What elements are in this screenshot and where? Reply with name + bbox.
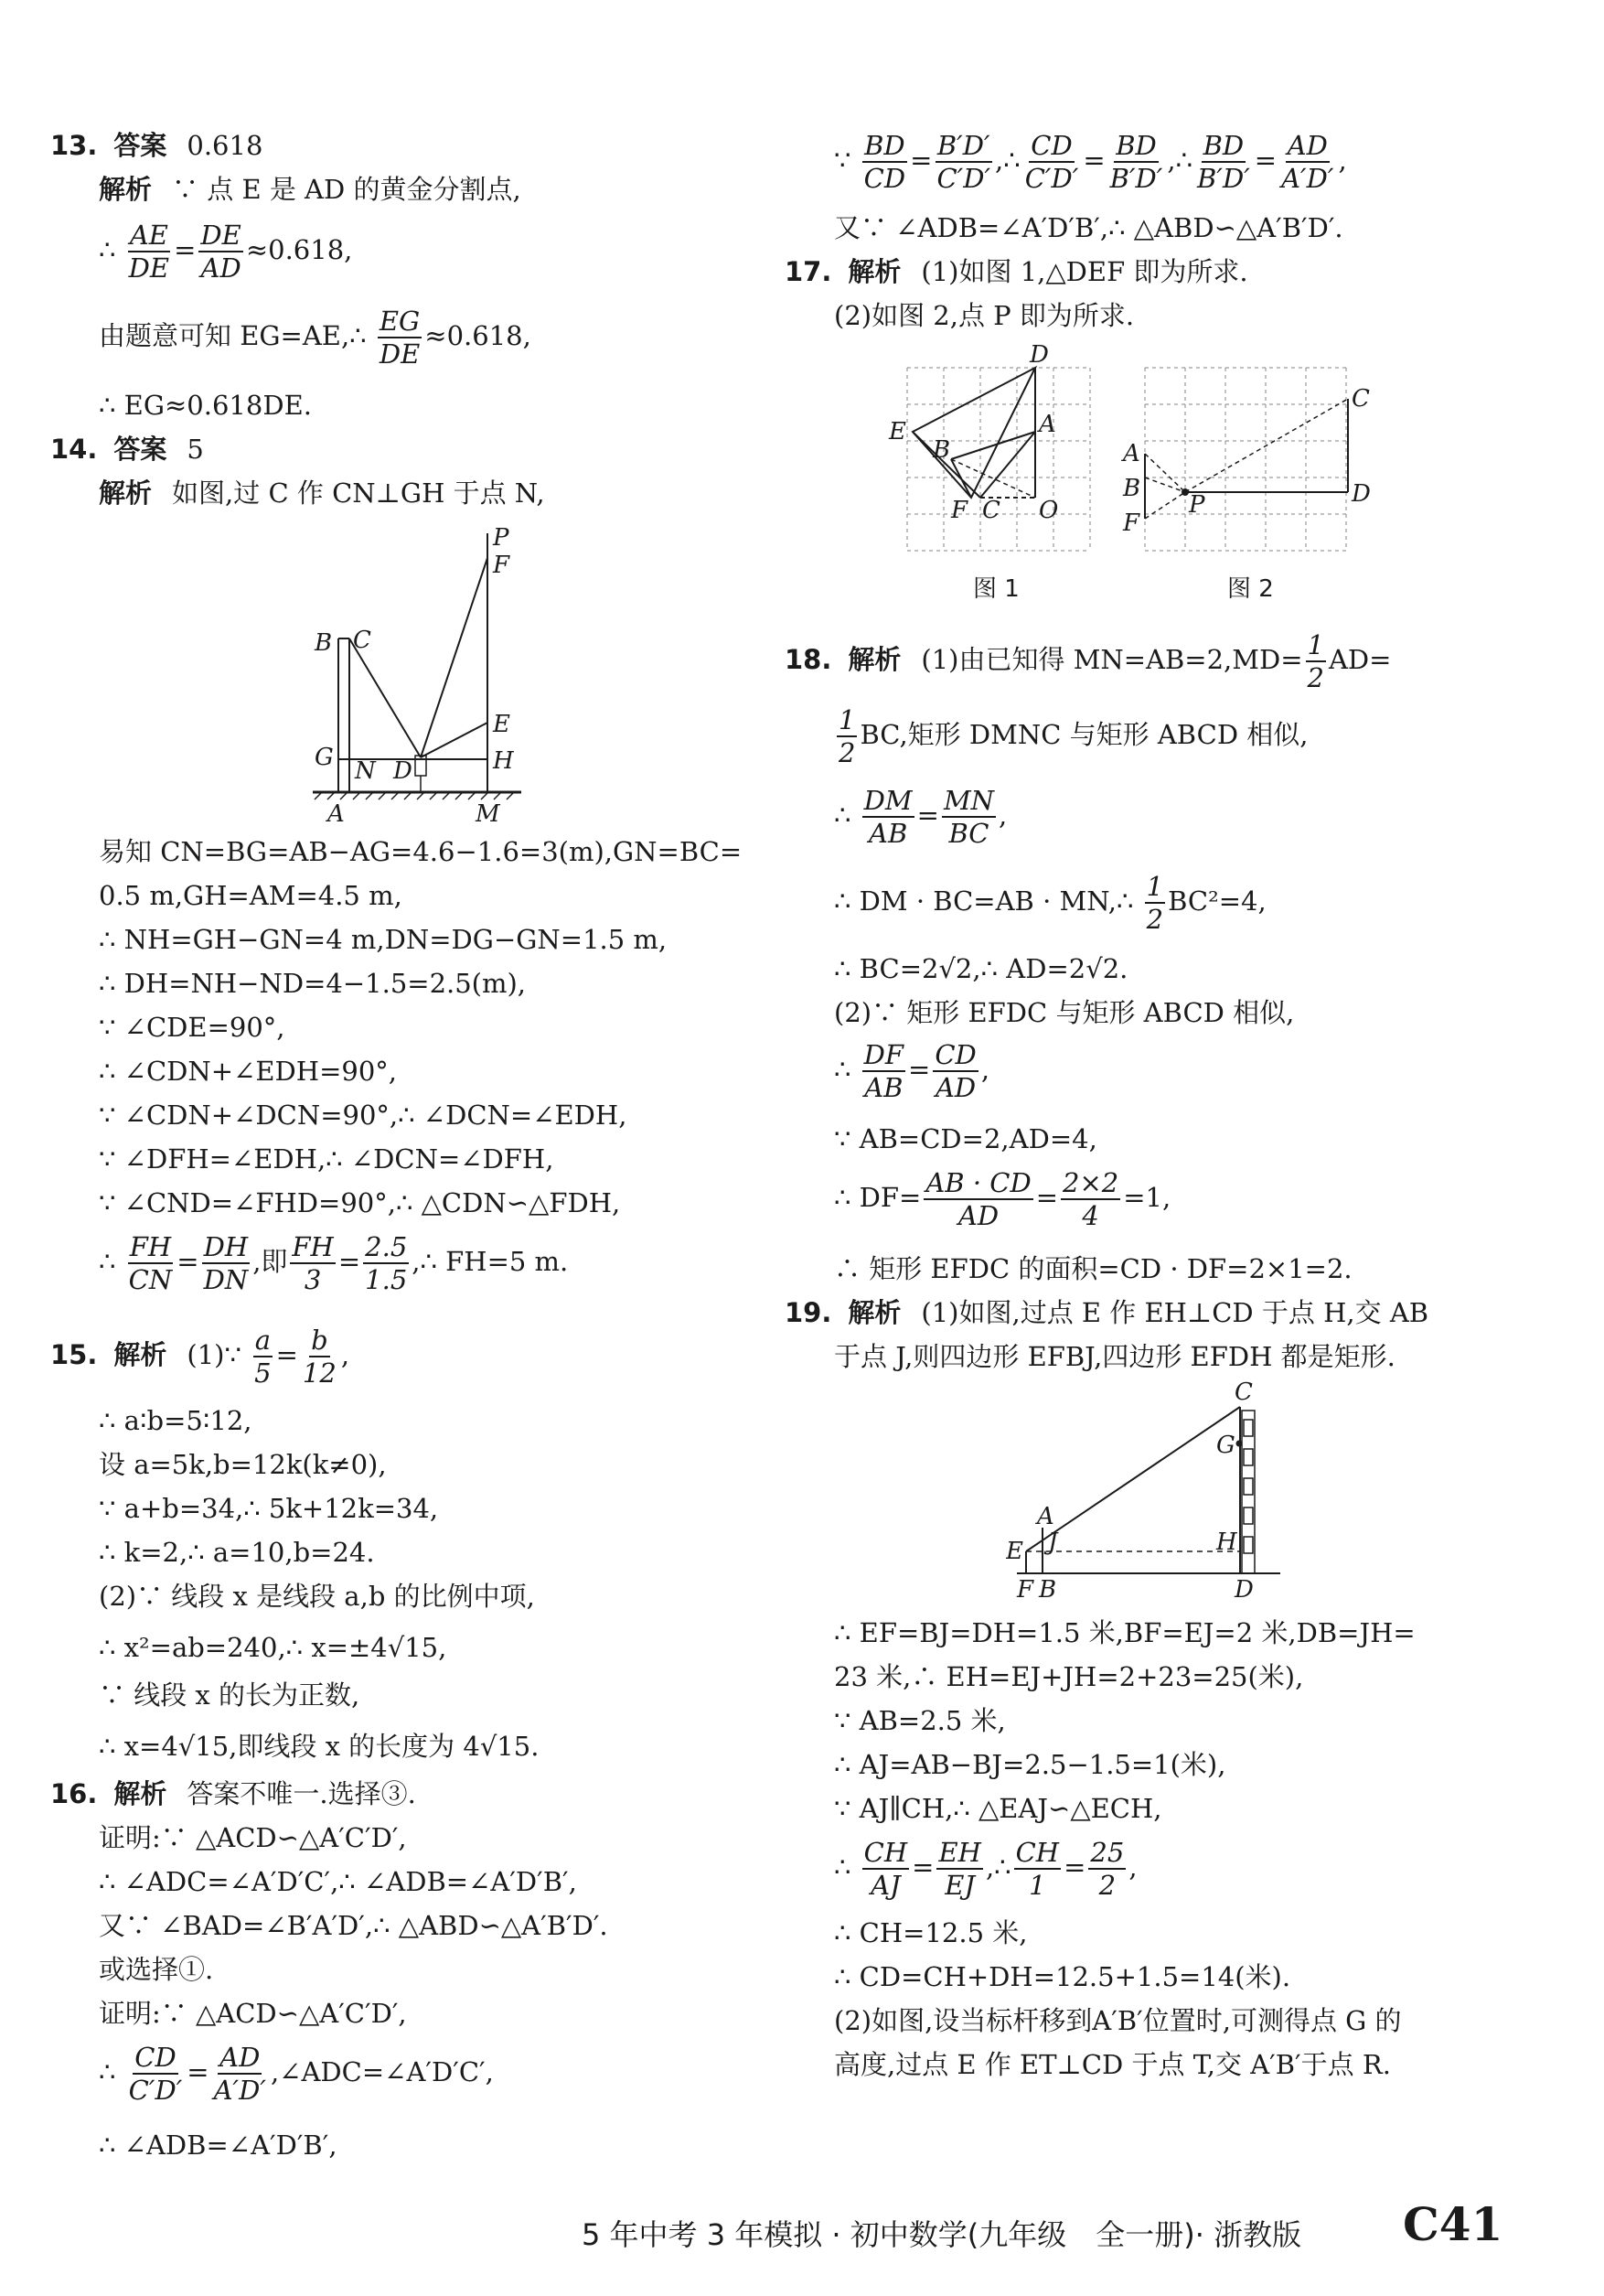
q17-figure-1 [878,340,1097,615]
q16-l9-mid2: ,∴ [1167,145,1193,176]
q18-l4-pre: ∴ DM · BC=AB · MN,∴ [834,885,1134,917]
q13-f2-num: DE [200,220,241,251]
q13-f1-num: AE [129,220,168,251]
q18-line-9: ∴ DF= $\frac{AB \cdot CD}{AD}$ = $\frac{2\times 2}{4}$ =1, [834,1167,1171,1231]
q17-text-1: (1)如图 1,△DEF 即为所求. [921,256,1248,287]
q17-line-2: (2)如图 2,点 P 即为所求. [834,300,1135,331]
q15-fraction-2 [301,1325,338,1389]
q15-line-3: 设 a=5k,b=12k(k≠0), [99,1449,387,1480]
q17-number: 17. [785,256,832,287]
q16-l7-pre: ∴ [99,2056,116,2087]
q19-label-h: H [1216,1529,1237,1556]
q14-answer-tag: 答案 [113,434,167,465]
q18-line-1 [785,629,1391,693]
q18-fraction-5 [933,1039,978,1103]
q18-fraction-2 [942,785,996,849]
q16-line-4: 又∵ ∠BAD=∠B′A′D′,∴ △ABD∽△A′B′D′. [99,1910,608,1941]
q14-f2-num: DH [203,1231,249,1262]
q14-label-m: M [476,800,500,826]
q13-l2-post: ≈0.618, [245,234,353,265]
q15-l1-pre: (1)∵ [187,1339,241,1370]
q19-building-windows [1244,1420,1253,1553]
q19-f3-num: CH [1015,1837,1060,1868]
q19-l8-pre: ∴ [834,1851,851,1883]
q16-fraction-7 [1195,130,1252,194]
q14-label-f: F [493,552,510,579]
q13-eq: = [174,234,197,265]
q17-fig1-label-c: C [982,497,1000,524]
q16-number: 16. [50,1778,98,1809]
q18-l2-num: 1 [839,704,856,735]
q16-f5-den: C′D′ [1024,163,1079,194]
q13-l3-pre: 由题意可知 EG=AE,∴ [99,320,367,351]
q18-l2-post: BC,矩形 DMNC 与矩形 ABCD 相似, [860,719,1309,750]
q17-fig2-label-c: C [1352,385,1370,413]
q14-label-c: C [353,627,371,654]
q16-l9-pre: ∵ [834,145,851,176]
q16-analysis-tag: 解析 [113,1778,167,1809]
q15-line-4: ∵ a+b=34,∴ 5k+12k=34, [99,1493,439,1524]
q14-line-8: ∵ ∠CDN+∠DCN=90°,∴ ∠DCN=∠EDH, [99,1100,627,1131]
q17-fig2-fp [1145,492,1185,519]
q14-l11-post: ,∴ FH=5 m. [412,1246,569,1277]
q18-fraction-6 [924,1167,1032,1231]
q13-fraction-3 [378,306,422,370]
q18-line-2 [834,704,1309,768]
q18-fraction-7 [1061,1167,1120,1231]
q19-f1-den: AJ [871,1870,901,1901]
q14-line-10: ∵ ∠CND=∠FHD=90°,∴ △CDN∽△FDH, [99,1187,621,1218]
q18-line-5: ∴ BC=2√2,∴ AD=2√2. [834,953,1128,984]
q17-fig2-label-b: B [1123,475,1141,502]
q17-fig2-pc [1185,399,1348,492]
q14-number: 14. [50,434,98,465]
q19-line-12: 高度,过点 E 作 ET⊥CD 于点 T,交 A′B′于点 R. [834,2049,1391,2080]
q16-f1-den: C′D′ [128,2075,183,2106]
q18-l4-post: BC²=4, [1168,885,1267,917]
q19-f2-num: EH [938,1837,981,1868]
q19-f4-den: 2 [1098,1870,1117,1901]
q14-line-2: 易知 CN=BG=AB−AG=4.6−1.6=3(m),GN=BC= [99,836,743,867]
q17-fig2-label-f: F [1123,510,1140,537]
q16-l7-post: ,∠ADC=∠A′D′C′, [270,2056,494,2087]
q19-point-g [1236,1441,1243,1447]
q18-f1-den: AB [869,818,908,849]
q19-line-10: ∴ CD=CH+DH=12.5+1.5=14(米). [834,1961,1291,1992]
q14-l11-pre: ∴ [99,1246,116,1277]
q14-f1-den: CN [128,1264,173,1295]
q18-f4-den: AB [864,1072,904,1103]
q18-f2-den: BC [948,818,989,849]
q14-label-b: B [315,629,333,657]
q16-line-10: 又∵ ∠ADB=∠A′D′B′,∴ △ABD∽△A′B′D′. [834,212,1343,243]
q17-line-1 [785,254,1248,289]
q19-label-d: D [1235,1576,1254,1604]
q17-figure-2 [1117,340,1374,615]
q14-figure [302,520,540,826]
q18-fraction-0 [1306,629,1326,693]
q19-label-e: E [1006,1538,1023,1565]
q13-line-3 [99,306,531,370]
q17-fig2-dashed [1145,399,1348,519]
q13-answer-line [50,128,262,163]
q17-fig1-label-d: D [1030,341,1049,369]
q14-label-d: D [393,757,412,785]
q14-f3-num: FH [292,1231,334,1262]
q16-line-1 [50,1776,416,1811]
q14-label-h: H [493,747,514,775]
page-number: C41 [1403,2197,1503,2251]
q14-line-5: ∴ DH=NH−ND=4−1.5=2.5(m), [99,968,527,999]
q16-fraction-8 [1279,130,1335,194]
q19-fraction-4 [1088,1837,1126,1901]
q16-f2-num: AD [219,2042,261,2073]
q15-line-1: 15. 解析 (1)∵ $\frac{a}{5}$ = $\frac{b}{12}$ , [50,1325,350,1389]
q18-fraction-3 [1145,871,1165,935]
q18-l3-pre: ∴ [834,799,851,831]
q13-answer: 0.618 [187,130,263,161]
q19-line-9: ∴ CH=12.5 米, [834,1917,1028,1948]
q16-line-2: 证明:∵ △ACD∽△A′C′D′, [99,1822,407,1853]
q14-f1-num: FH [129,1231,172,1262]
q19-analysis-tag: 解析 [848,1297,902,1328]
q13-line-4: ∴ EG≈0.618DE. [99,390,312,421]
q13-l2-pre: ∴ [99,234,116,265]
q13-f1-den: DE [128,252,170,284]
q19-text-1: (1)如图,过点 E 作 EH⊥CD 于点 H,交 AB [921,1297,1429,1328]
q14-line-6: ∵ ∠CDE=90°, [99,1012,285,1043]
q19-ec [1026,1407,1240,1551]
q14-line-cd [349,638,421,757]
q18-line-8: ∵ AB=CD=2,AD=4, [834,1123,1097,1154]
q18-number: 18. [785,644,832,675]
q14-line-4: ∴ NH=GH−GN=4 m,DN=DG−GN=1.5 m, [99,924,668,955]
q19-f3-den: 1 [1029,1870,1046,1901]
q18-f0-num: 1 [1307,629,1324,660]
q14-analysis-tag: 解析 [99,477,153,509]
q18-l3-post: , [999,799,1008,831]
q17-fig2-point-p [1182,488,1189,496]
q19-line-4: 23 米,∴ EH=EJ+JH=2+23=25(米), [834,1661,1304,1692]
q16-f8-den: A′D′ [1281,163,1334,194]
q13-analysis-tag: 解析 [99,174,153,205]
q15-analysis-tag: 解析 [113,1339,167,1370]
q17-analysis-tag: 解析 [848,256,902,287]
q16-f2-den: A′D′ [213,2075,266,2106]
q19-line-2: 于点 J,则四边形 EFBJ,四边形 EFDH 都是矩形. [834,1341,1395,1372]
q15-line-9: ∴ x=4√15,即线段 x 的长度为 4√15. [99,1731,540,1762]
q18-f5-den: AD [935,1072,977,1103]
q18-fraction-l2 [837,704,857,768]
q18-l7-pre: ∴ [834,1054,851,1085]
q19-f4-num: 25 [1090,1837,1125,1868]
q16-line-6: 证明:∵ △ACD∽△A′C′D′, [99,1998,407,2029]
q19-line-3: ∴ EF=BJ=DH=1.5 米,BF=EJ=2 米,DB=JH= [834,1617,1416,1648]
q18-l7-post: , [980,1054,990,1085]
q15-fraction-1 [252,1325,273,1389]
q18-analysis-tag: 解析 [848,644,902,675]
q16-fraction-4 [935,130,992,194]
q18-fraction-1 [862,785,914,849]
q16-fraction-6 [1108,130,1165,194]
q16-f7-num: BD [1203,130,1245,161]
footer-book-title: 5 年中考 3 年模拟 · 初中数学(九年级 全一册)· 浙教版 [582,2217,1302,2252]
q19-label-c: C [1235,1379,1253,1406]
q19-label-g: G [1216,1432,1235,1459]
q19-fraction-2 [936,1837,982,1901]
q18-l2-den: 2 [839,737,856,768]
q18-f1-num: DM [863,785,913,816]
q15-line-6: (2)∵ 线段 x 是线段 a,b 的比例中项, [99,1581,535,1612]
q14-fraction-1 [127,1231,175,1295]
q16-f7-den: B′D′ [1197,163,1250,194]
q19-line-5: ∵ AB=2.5 米, [834,1705,1006,1736]
q13-text-1: ∵ 点 E 是 AD 的黄金分割点, [172,174,521,205]
q16-f5-num: CD [1031,130,1073,161]
q17-fig2-grid [1145,368,1346,551]
q14-line-7: ∴ ∠CDN+∠EDH=90°, [99,1056,398,1087]
q17-fig1-label-b: B [933,436,951,464]
q15-l1-post: , [340,1339,350,1370]
q17-fig2-label-d: D [1352,480,1371,508]
q18-l1-pre: (1)由已知得 MN=AB=2,MD= [921,644,1303,675]
q16-f8-num: AD [1287,130,1328,161]
q16-text-1: 答案不唯一.选择③. [187,1778,416,1809]
q16-line-9: ∵ $\frac{BD}{CD}$ = $\frac{B'D'}{C'D'}$ ,∴ $\frac{CD}{C'D'}$ = $\frac{BD}{B'D'}$ ,∴ $\frac{BD}{B'D'}$ = $\frac{AD}{A'D'}$ , [834,130,1347,194]
q17-fig1-label-a: A [1039,411,1056,438]
q19-f1-num: CH [863,1837,908,1868]
q18-line-7: ∴ $\frac{DF}{AB}$ = $\frac{CD}{AD}$ , [834,1039,990,1103]
q16-fraction-1 [127,2042,185,2106]
q19-line-1 [785,1295,1428,1330]
q14-f4-den: 1.5 [365,1264,408,1295]
q18-f7-den: 4 [1082,1200,1099,1231]
q15-line-2: ∴ a∶b=5∶12, [99,1405,252,1436]
q15-f1-num: a [254,1325,272,1356]
q19-fraction-3 [1014,1837,1061,1901]
q18-l9-post: =1, [1123,1182,1171,1213]
q17-fig2-ap [1145,454,1185,492]
q18-f0-den: 2 [1307,662,1324,693]
q15-f1-den: 5 [254,1357,272,1389]
q16-f3-den: CD [863,163,906,194]
q16-line-8: ∴ ∠ADB=∠A′D′B′, [99,2130,337,2161]
q14-line-11: ∴ $\frac{FH}{CN}$ = $\frac{DH}{DN}$ ,即 $\frac{FH}{3}$ = $\frac{2.5}{1.5}$ ,∴ FH=5 m. [99,1231,569,1295]
q13-number: 13. [50,130,98,161]
q15-line-7: ∴ x²=ab=240,∴ x=±4√15, [99,1632,447,1663]
q18-line-4 [834,871,1267,935]
q19-line-6: ∴ AJ=AB−BJ=2.5−1.5=1(米), [834,1749,1226,1780]
q14-label-n: N [355,757,376,785]
q13-answer-tag: 答案 [113,130,167,161]
q19-line-7: ∵ AJ∥CH,∴ △EAJ∽△ECH, [834,1793,1162,1824]
q14-f3-den: 3 [304,1264,322,1295]
q14-label-e: E [493,711,510,738]
q14-label-a: A [327,800,345,826]
q16-f4-den: C′D′ [936,163,991,194]
q18-f4-num: DF [863,1039,904,1070]
q19-label-b: B [1039,1576,1057,1604]
q16-fraction-2 [212,2042,268,2106]
q16-line-5: 或选择①. [99,1954,214,1985]
q13-f2-den: AD [200,252,241,284]
q16-f6-den: B′D′ [1109,163,1163,194]
q16-f3-num: BD [864,130,905,161]
q16-l9-mid1: ,∴ [995,145,1021,176]
q18-line-6: (2)∵ 矩形 EFDC 与矩形 ABCD 相似, [834,997,1295,1028]
q18-f6-den: AD [957,1200,1000,1231]
q14-label-g: G [315,744,334,771]
q13-l3-post: ≈0.618, [424,320,531,351]
q16-fraction-5 [1023,130,1081,194]
q13-fraction-1 [127,220,171,284]
q19-line-11: (2)如图,设当标杆移到A′B′位置时,可测得点 G 的 [834,2005,1402,2036]
q16-f4-num: B′D′ [936,130,990,161]
q16-f1-num: CD [134,2042,176,2073]
q15-line-8: ∵ 线段 x 的长为正数, [99,1679,360,1711]
q19-l8-post: , [1128,1851,1138,1883]
q13-line-2 [99,220,352,284]
q14-line-3: 0.5 m,GH=AM=4.5 m, [99,880,402,911]
q17-fig2-label-p: P [1189,491,1205,519]
q19-line-8: ∴ $\frac{CH}{AJ}$ = $\frac{EH}{EJ}$ ,∴ $\frac{CH}{1}$ = $\frac{25}{2}$ , [834,1837,1138,1901]
q17-fig1-bo [951,459,1035,498]
q14-line-9: ∵ ∠DFH=∠EDH,∴ ∠DCN=∠DFH, [99,1143,554,1175]
q17-fig1-label-e: E [889,418,906,445]
q13-f3-num: EG [379,306,421,337]
q18-l9-pre: ∴ DF= [834,1182,922,1213]
q14-l11-mid: ,即 [252,1246,288,1277]
q19-number: 19. [785,1297,832,1328]
q19-label-a: A [1037,1503,1054,1530]
q15-line-5: ∴ k=2,∴ a=10,b=24. [99,1537,375,1568]
q18-f6-num: AB · CD [925,1167,1032,1198]
q16-line-3: ∴ ∠ADC=∠A′D′C′,∴ ∠ADB=∠A′D′B′, [99,1866,577,1897]
q15-number: 15. [50,1339,98,1370]
q14-answer-line [50,432,204,467]
q14-answer: 5 [187,434,204,465]
q19-figure [1006,1379,1299,1608]
q14-f2-den: DN [203,1264,249,1295]
q14-fraction-3 [290,1231,335,1295]
q14-text-1: 如图,过 C 作 CN⊥GH 于点 N, [172,477,545,509]
q14-f4-num: 2.5 [365,1231,408,1262]
q19-l8-mid: ,∴ [985,1851,1011,1883]
q16-f6-num: BD [1116,130,1157,161]
q18-line-3: ∴ $\frac{DM}{AB}$ = $\frac{MN}{BC}$ , [834,785,1008,849]
q14-fraction-4 [363,1231,409,1295]
q19-fraction-1 [862,1837,909,1901]
q17-fig2-bp [1145,477,1185,492]
q19-f2-den: EJ [945,1870,976,1901]
q14-label-p: P [493,524,509,552]
q17-fig2-caption: 图 2 [1227,575,1274,603]
q16-l9-post: , [1338,145,1347,176]
q14-line-1 [99,476,545,510]
q16-line-7: ∴ $\frac{CD}{C'D'}$ = $\frac{AD}{A'D'}$ ,∠ADC=∠A′D′C′, [99,2042,494,2106]
q15-f2-den: 12 [302,1357,337,1389]
q17-fig1-label-f: F [951,497,968,524]
q13-fraction-2 [198,220,242,284]
q15-f2-num: b [311,1325,328,1356]
q14-fraction-2 [202,1231,251,1295]
q19-label-f: F [1017,1576,1034,1604]
q18-f3-den: 2 [1146,904,1164,935]
q18-f2-num: MN [943,785,995,816]
q18-l1-post: AD= [1328,644,1392,675]
q16-fraction-3 [862,130,907,194]
q18-f5-num: CD [935,1039,977,1070]
q17-fig2-label-a: A [1123,440,1140,467]
q18-f3-num: 1 [1146,871,1164,902]
q13-line-1 [99,172,521,207]
q18-line-10: ∴ 矩形 EFDC 的面积=CD · DF=2×1=2. [834,1253,1353,1284]
q13-f3-den: DE [379,338,421,370]
q19-label-j: J [1048,1529,1058,1556]
q18-f7-num: 2×2 [1063,1167,1119,1198]
q17-fig1-caption: 图 1 [973,575,1020,603]
q18-fraction-4 [862,1039,905,1103]
q17-fig1-label-o: O [1039,497,1059,524]
